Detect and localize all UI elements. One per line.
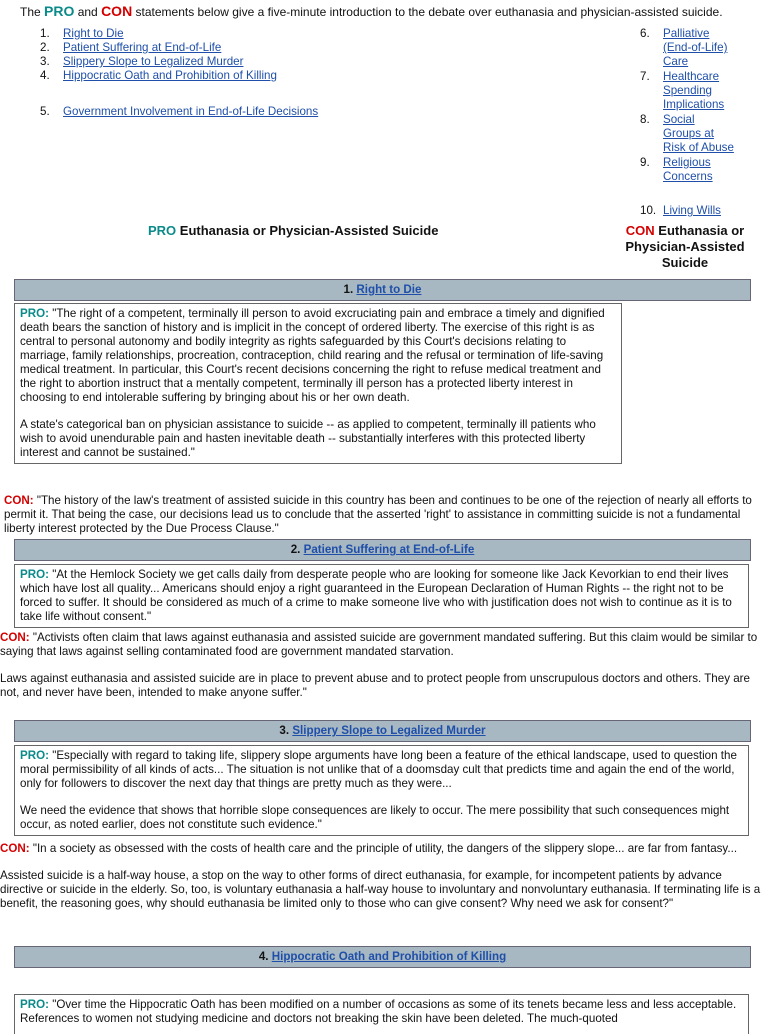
toc-item-living-wills [640, 204, 740, 218]
section-number: 2. [290, 543, 304, 556]
toc-num: 8. [640, 113, 650, 126]
toc-item-right-to-die [40, 27, 380, 41]
con-column-heading [618, 223, 752, 271]
section-number: 3. [279, 724, 293, 737]
pro-box-patient-suffering [14, 564, 749, 628]
toc-link-right-to-die[interactable]: Right to Die [63, 27, 124, 40]
toc-item-religious-concerns [640, 156, 740, 184]
con-label: CON: [0, 842, 30, 855]
pro-text: "Especially with regard to taking life, slippery slope arguments have long been a feature of the ethical landscape, used to question the moral permissibility of all kinds of acts... The situation is not unlike that of a doomsday cult that predicts time and again the end of the world, only for followers to discover the next day that things are pretty much as they were... [20, 749, 737, 790]
intro-text [20, 4, 760, 19]
pro-column-heading [148, 223, 438, 239]
toc-num: 1. [40, 27, 50, 40]
toc-link-living-wills[interactable]: Living Wills [663, 204, 721, 217]
section-header-patient-suffering [14, 539, 751, 561]
toc-link-social-groups[interactable]: Social Groups at Risk of Abuse [663, 113, 734, 154]
con-text: "In a society as obsessed with the costs of health care and the principle of utility, the dangers of the slippery slope... are far from fantasy... [29, 842, 738, 855]
pro-box-right-to-die [14, 303, 622, 464]
pro-label: PRO: [20, 307, 49, 320]
toc-link-government-involvement[interactable]: Government Involvement in End-of-Life Decisions [63, 105, 319, 118]
pro-text: "The right of a competent, terminally ill person to avoid excruciating pain and embrace a timely and dignified death bears the sanction of history and is implicit in the concept of ordered liberty. The exercise of this right is as central to personal autonomy and bodily integrity as rights safeguarded by this Court's decisions relating to marriage, family relationships, procreation, contraception, child rearing and the refusal or termination of life-saving medical treatment. In particular, this Court's recent decisions concerning the right to refuse medical treatment and the right to abortion instruct that a mentally competent, terminally ill person has a protected liberty interest in choosing to end intolerable suffering by bringing about his or her own death. [20, 307, 605, 404]
section-header-hippocratic-oath [14, 946, 751, 968]
section-link-hippocratic-oath[interactable]: Hippocratic Oath and Prohibition of Killing [271, 950, 507, 963]
con-paragraph [0, 842, 766, 856]
intro-pro-label: PRO [44, 3, 75, 19]
toc-link-hippocratic-oath[interactable]: Hippocratic Oath and Prohibition of Killing [63, 69, 277, 82]
section-link-slippery-slope[interactable]: Slippery Slope to Legalized Murder [292, 724, 486, 737]
toc-item-social-groups [640, 113, 740, 155]
con-text-right-to-die [0, 494, 766, 536]
toc-num: 9. [640, 156, 650, 169]
con-heading-text: Euthanasia or Physician-Assisted Suicide [625, 223, 745, 270]
con-label: CON: [4, 494, 34, 507]
toc-link-palliative-care[interactable]: Palliative (End-of-Life) Care [663, 27, 728, 68]
pro-heading-tag: PRO [148, 223, 177, 238]
con-paragraph: Assisted suicide is a half-way house, a stop on the way to other forms of direct euthanasia, for example, for incompetent patients by advance directive or suicide in the elderly. So, too, is voluntary euthanasia a half-way house to involuntary and nonvoluntary euthanasia. If terminating life is a benefit, the reasoning goes, why should euthanasia be limited only to those who can give consent? Why need we ask for consent?" [0, 869, 761, 910]
toc-item-palliative-care [640, 27, 740, 69]
toc-num: 4. [40, 69, 50, 82]
pro-paragraph: A state's categorical ban on physician assistance to suicide -- as applied to competent, terminally ill patients who wish to avoid unendurable pain and hasten inevitable death -- substantially interferes with this protected liberty interest and cannot be sustained." [20, 418, 596, 459]
toc-num: 10. [640, 204, 657, 217]
con-paragraph [0, 631, 766, 659]
toc-link-religious-concerns[interactable]: Religious Concerns [663, 156, 713, 183]
section-number: 4. [258, 950, 272, 963]
intro-con-label: CON [101, 3, 133, 19]
pro-text: "Over time the Hippocratic Oath has been modified on a number of occasions as some of its tenets became less and less acceptable. References to women not studying medicine and doctors not breaking the skin have been deleted. The much-quoted [20, 998, 737, 1025]
pro-label: PRO: [20, 998, 49, 1011]
intro-pre: The [20, 5, 45, 19]
intro-mid: and [74, 5, 102, 19]
con-paragraph: Laws against euthanasia and assisted suicide are in place to prevent abuse and to protect people from unscrupulous doctors and others. They are not, and never have been, intended to make anyone suffer." [0, 672, 750, 699]
toc-left [40, 27, 380, 119]
toc-link-healthcare-spending[interactable]: Healthcare Spending Implications [663, 70, 725, 111]
con-paragraph [0, 494, 766, 536]
con-heading-tag: CON [625, 223, 655, 238]
pro-paragraph [20, 749, 743, 791]
con-label: CON: [0, 631, 30, 644]
pro-heading-text: Euthanasia or Physician-Assisted Suicide [176, 223, 439, 238]
con-text: "The history of the law's treatment of assisted suicide in this country has been and continues to be one of the rejection of nearly all efforts to permit it. That being the case, our decisions lead us to conclude that the asserted 'right' to assistance in committing suicide is not a fundamental liberty interest protected by the Due Process Clause." [4, 494, 752, 535]
toc-num: 6. [640, 27, 650, 40]
section-number: 1. [343, 283, 357, 296]
pro-paragraph [20, 998, 743, 1026]
pro-label: PRO: [20, 568, 49, 581]
con-text-patient-suffering [0, 631, 766, 700]
pro-box-slippery-slope [14, 745, 749, 836]
pro-text: "At the Hemlock Society we get calls daily from desperate people who are looking for someone like Jack Kevorkian to end their lives which have lost all quality... Americans should enjoy a right guaranteed in the European Declaration of Human Rights -- the right not to be forced to suffer. It should be considered as much of a crime to make someone live who with justification does not wish to continue as it is to take life without consent." [20, 568, 732, 623]
pro-label: PRO: [20, 749, 49, 762]
toc-right [640, 27, 740, 219]
toc-item-patient-suffering [40, 41, 380, 55]
pro-paragraph [20, 307, 616, 405]
toc-link-patient-suffering[interactable]: Patient Suffering at End-of-Life [63, 41, 222, 54]
con-text-slippery-slope [0, 842, 766, 911]
intro-post: statements below give a five-minute introduction to the debate over euthanasia and physician-assisted suicide. [132, 5, 723, 19]
section-header-right-to-die [14, 279, 751, 301]
section-header-slippery-slope [14, 720, 751, 742]
toc-num: 2. [40, 41, 50, 54]
pro-box-hippocratic-oath [14, 994, 749, 1034]
pro-paragraph [20, 568, 743, 624]
toc-item-slippery-slope [40, 55, 380, 69]
pro-paragraph: We need the evidence that shows that horrible slope consequences are likely to occur. The mere possibility that such consequences might occur, as noted earlier, does not constitute such evidence." [20, 804, 730, 831]
toc-link-slippery-slope[interactable]: Slippery Slope to Legalized Murder [63, 55, 244, 68]
section-link-patient-suffering[interactable]: Patient Suffering at End-of-Life [303, 543, 475, 556]
toc-item-government-involvement [40, 105, 380, 119]
toc-num: 7. [640, 70, 650, 83]
toc-num: 5. [40, 105, 50, 118]
section-link-right-to-die[interactable]: Right to Die [356, 283, 422, 296]
toc-item-hippocratic-oath [40, 69, 380, 83]
toc-num: 3. [40, 55, 50, 68]
con-text: "Activists often claim that laws against euthanasia and assisted suicide are government mandated suffering. But this claim would be similar to saying that laws against selling contaminated food are government mandated starvation. [0, 631, 758, 658]
toc-item-healthcare-spending [640, 70, 740, 112]
